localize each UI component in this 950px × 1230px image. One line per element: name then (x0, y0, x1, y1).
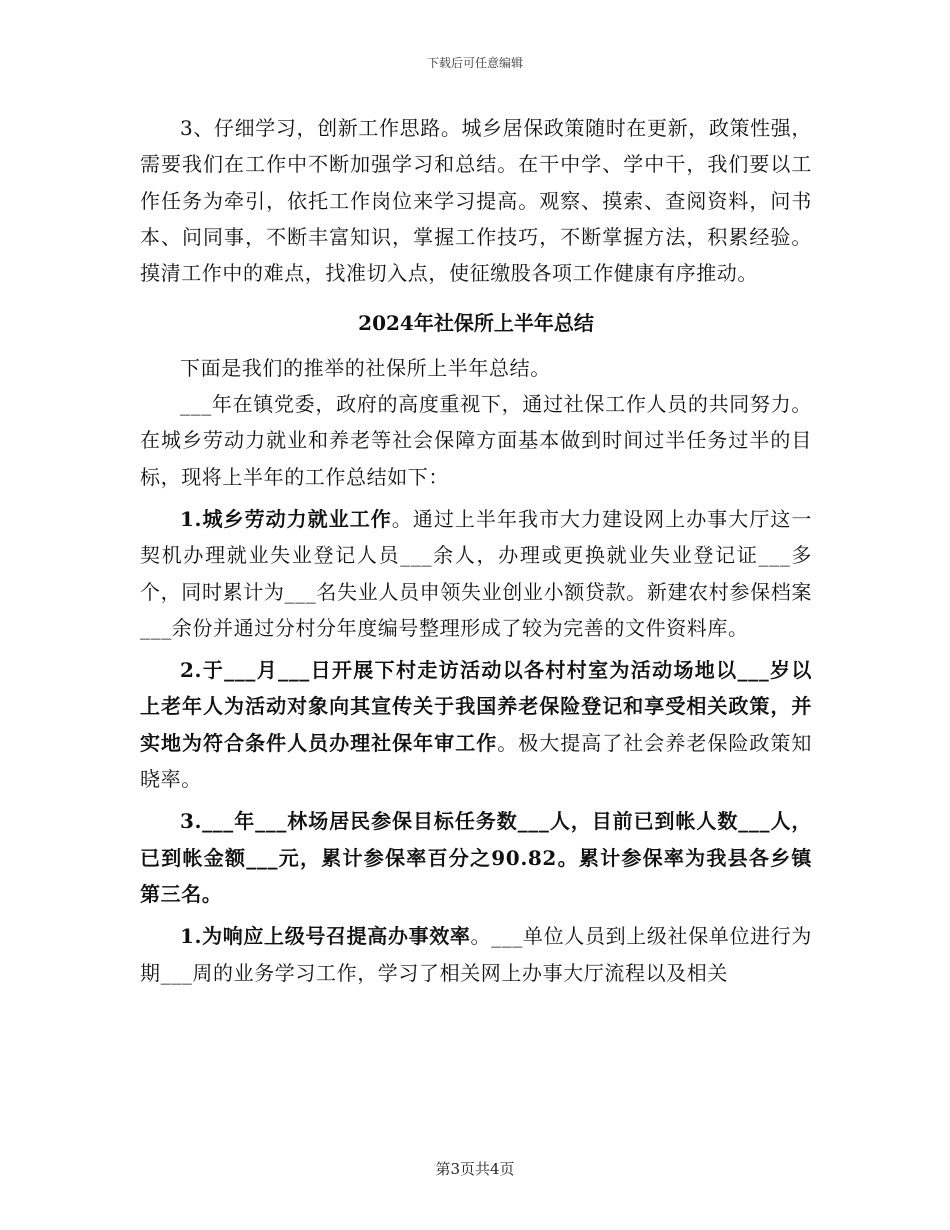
efficiency-text: 。___单位人员到上级社保单位进行为期___周的业务学习工作，学习了相关网上办事大厅流程以及相关 (140, 924, 812, 985)
paragraph-enrollment (140, 803, 812, 912)
paragraph-intro: 下面是我们的推举的社保所上半年总结。 (180, 355, 551, 380)
page-footer: 第3页共4页 (435, 1160, 515, 1178)
visit-heading: 2.于___月___日开展下村走访活动以各村村室为活动场地以___岁以上老年人为活动对象向其宣传关于我国养老保险登记和享受相关政策，并实地为符合条件人员办理社保年审工作 (140, 658, 812, 755)
document-body (140, 110, 812, 991)
paragraph-employment (140, 501, 812, 646)
efficiency-heading: 1.为响应上级号召提高办事效率 (180, 924, 471, 949)
paragraph-visit (140, 652, 812, 797)
enrollment-heading: 3.___年___林场居民参保目标任务数___人，目前已到帐人数___人，已到帐金额___元，累计参保率百分之90.82。累计参保率为我县各乡镇第三名。 (140, 809, 812, 906)
paragraph-study: 3、仔细学习，创新工作思路。城乡居保政策随时在更新，政策性强，需要我们在工作中不断加强学习和总结。在干中学、学中干，我们要以工作任务为牵引，依托工作岗位来学习提高。观察、摸索、查阅资料，问书本、问同事，不断丰富知识，掌握工作技巧，不断掌握方法，积累经验。摸清工作中的难点，找准切入点，使征缴股各项工作健康有序推动。 (140, 116, 812, 286)
document-title: 2024年社保所上半年总结 (358, 311, 594, 336)
paragraph-efficiency (140, 918, 812, 991)
visit-text: 。极大提高了社会养老保险政策知晓率。 (140, 730, 812, 792)
paragraph-overview: ___年在镇党委，政府的高度重视下，通过社保工作人员的共同努力。在城乡劳动力就业和养老等社会保障方面基本做到时间过半任务过半的目标，现将上半年的工作总结如下： (140, 392, 812, 489)
employment-heading: 1.城乡劳动力就业工作 (180, 506, 392, 531)
employment-text: 。通过上半年我市大力建设网上办事大厅这一契机办理就业失业登记人员___余人，办理或更换就业失业登记证___多个，同时累计为___名失业人员申领失业创业小额贷款。新建农村参保档案___余份并通过分村分年度编号整理形成了较为完善的文件资料库。 (140, 506, 812, 640)
page-header: 下载后可任意编辑 (426, 56, 523, 70)
